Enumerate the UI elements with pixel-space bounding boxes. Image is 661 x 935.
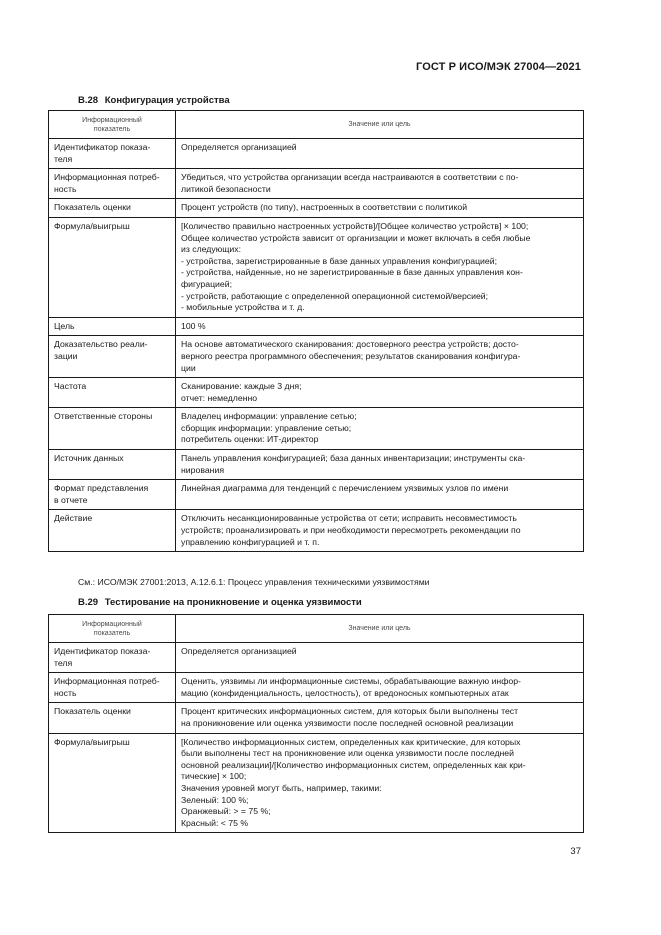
indicator-value-line: Линейная диаграмма для тенденций с перечислением уязвимых узлов по имени (181, 483, 509, 494)
indicator-label-cell (49, 317, 176, 336)
indicator-label-line: Доказательство реали- (54, 339, 148, 350)
indicator-value-line: Отключить несанкционированные устройства от сети; исправить несовместимость (181, 513, 517, 524)
indicator-value-line: - мобильные устройства и т. д. (181, 302, 305, 313)
indicator-value-line: На основе автоматического сканирования: достоверного реестра устройств; досто- (181, 339, 519, 350)
indicator-value-line: Определяется организацией (181, 646, 297, 656)
indicator-value-line: мацию (конфиденциальность, целостность), от вредоносных компьютерных атак (181, 687, 509, 698)
indicator-label-cell (49, 199, 176, 218)
indicator-value-cell (176, 480, 584, 510)
indicator-value-line: потребитель оценки: ИТ-директор (181, 434, 319, 445)
indicator-label-cell (49, 378, 176, 408)
table-b28-body (49, 139, 584, 552)
indicator-label-line: Источник данных (54, 453, 124, 464)
table-b28 (48, 110, 584, 552)
page-number: 37 (570, 846, 581, 857)
indicator-value-line: Процент критических информационных систем, для которых были выполнены тест (181, 706, 519, 717)
indicator-label-line: ность (54, 687, 77, 698)
indicator-value-line: нирования (181, 464, 225, 475)
indicator-value-line: Панель управления конфигурацией; база данных инвентаризации; инструменты ска- (181, 453, 526, 464)
indicator-value-line: из следующих: (181, 244, 241, 255)
indicator-value-line: - устройства, зарегистрированные в базе данных управления конфигурацией; (181, 255, 497, 266)
indicator-label-line: Формула/выигрыш (54, 736, 130, 747)
section-b28-number: B.28 (78, 95, 99, 106)
section-b29-number: B.29 (78, 597, 99, 608)
section-b29-title (78, 597, 362, 608)
indicator-label-line: Действие (54, 513, 93, 524)
table-row (49, 139, 584, 169)
indicator-value-line: Оранжевый: > = 75 %; (181, 806, 271, 817)
indicator-value-cell (176, 408, 584, 450)
indicator-label-cell (49, 480, 176, 510)
indicator-value-line: [Количество правильно настроенных устройств]/[Общее количество устройств] × 100; (181, 220, 529, 231)
indicator-label-cell (49, 733, 176, 833)
column-header-value: Значение или цель (176, 111, 584, 139)
indicator-value-line: Процент устройств (по типу), настроенных в соответствии с политикой (181, 202, 468, 213)
section-b29-heading: Тестирование на проникновение и оценка уязвимости (104, 597, 362, 608)
indicator-value-cell (176, 450, 584, 480)
table-row (49, 450, 584, 480)
indicator-value-line: управлению конфигурацией и т. п. (181, 536, 320, 547)
indicator-label-cell (49, 450, 176, 480)
indicator-value-cell (176, 673, 584, 703)
indicator-label-cell (49, 169, 176, 199)
indicator-label-cell (49, 703, 176, 733)
table-row (49, 643, 584, 673)
indicator-value-cell (176, 703, 584, 733)
indicator-value-cell (176, 169, 584, 199)
indicator-label-cell (49, 408, 176, 450)
indicator-label-cell (49, 643, 176, 673)
table-row (49, 169, 584, 199)
indicator-value-line: 100 % (181, 320, 206, 331)
indicator-label-line: Показатель оценки (54, 706, 131, 717)
reference-note: См.: ИСО/МЭК 27001:2013, А.12.6.1: Процесс управления техническими уязвимостями (78, 577, 430, 587)
indicator-value-line: были выполнены тест на проникновение или оценка уязвимости после последней (181, 748, 514, 759)
column-header-indicator-line: Информационный (82, 116, 142, 124)
indicator-label-line: теля (54, 657, 73, 668)
indicator-value-line: тические] × 100; (181, 771, 247, 782)
table-row (49, 199, 584, 218)
indicator-label-line: Информационная потреб- (54, 172, 160, 183)
indicator-label-line: Ответственные стороны (54, 411, 153, 422)
column-header-indicator-line: Информационный (82, 620, 142, 628)
indicator-label-line: Формат представления (54, 483, 149, 494)
indicator-value-line: основной реализации]/[Количество информационных систем, определенных как кри- (181, 759, 526, 770)
indicator-label-cell (49, 139, 176, 169)
column-header-indicator-line: показатель (93, 125, 131, 133)
table-row (49, 408, 584, 450)
column-header-value: Значение или цель (176, 615, 584, 643)
table-b29 (48, 614, 584, 833)
indicator-value-line: Зеленый: 100 %; (181, 794, 249, 805)
indicator-label-line: Показатель оценки (54, 202, 131, 213)
column-header-indicator (49, 615, 176, 643)
indicator-label-line: Частота (54, 381, 87, 392)
indicator-value-cell (176, 199, 584, 218)
indicator-value-cell (176, 643, 584, 673)
column-header-indicator-line: показатель (93, 629, 131, 637)
table-row (49, 733, 584, 833)
indicator-value-cell (176, 317, 584, 336)
indicator-value-line: Общее количество устройств зависит от организации и может включать в себя любые (181, 232, 531, 243)
indicator-value-line: на проникновение или оценка уязвимости после последней основной реализации (181, 717, 514, 728)
indicator-value-line: Оценить, уязвимы ли информационные системы, обрабатывающие важную инфор- (181, 676, 521, 687)
table-row (49, 336, 584, 378)
indicator-value-line: [Количество информационных систем, определенных как критические, для которых (181, 736, 521, 747)
indicator-value-line: Владелец информации: управление сетью; (181, 411, 357, 422)
indicator-label-cell (49, 673, 176, 703)
indicator-value-line: верного реестра программного обеспечения; результатов сканирования конфигура- (181, 350, 521, 361)
indicator-value-line: устройств; проанализировать и при необходимости пересмотреть рекомендации по (181, 525, 521, 536)
table-row (49, 703, 584, 733)
indicator-value-line: Сканирование: каждые 3 дня; (181, 381, 302, 392)
indicator-label-line: в отчете (54, 494, 88, 505)
indicator-value-line: ции (181, 362, 196, 373)
indicator-value-line: Значения уровней могут быть, например, такими: (181, 782, 382, 793)
indicator-label-cell (49, 217, 176, 317)
indicator-label-line: Идентификатор показа- (54, 646, 151, 656)
table-row (49, 673, 584, 703)
indicator-value-line: Определяется организацией (181, 142, 297, 152)
indicator-value-line: Убедиться, что устройства организации всегда настраиваются в соответствии с по- (181, 172, 519, 183)
indicator-value-cell (176, 510, 584, 552)
table-row (49, 480, 584, 510)
indicator-label-line: теля (54, 153, 73, 164)
indicator-value-line: фигурацией; (181, 278, 233, 289)
indicator-value-line: Красный: < 75 % (181, 817, 249, 828)
indicator-value-line: - устройства, найденные, но не зарегистрированные в базе данных управления кон- (181, 267, 523, 278)
indicator-label-cell (49, 336, 176, 378)
table-row (49, 510, 584, 552)
indicator-value-cell (176, 733, 584, 833)
indicator-value-line: отчет: немедленно (181, 392, 258, 403)
indicator-label-line: Идентификатор показа- (54, 142, 151, 152)
indicator-label-line: зации (54, 350, 78, 361)
indicator-value-cell (176, 139, 584, 169)
section-b28-title (78, 95, 230, 106)
indicator-value-line: литикой безопасности (181, 183, 271, 194)
document-header: ГОСТ Р ИСО/МЭК 27004—2021 (416, 61, 581, 73)
indicator-value-cell (176, 336, 584, 378)
indicator-value-line: сборщик информации: управление сетью; (181, 422, 352, 433)
indicator-value-cell (176, 378, 584, 408)
section-b28-heading: Конфигурация устройства (104, 95, 230, 106)
indicator-label-line: Формула/выигрыш (54, 220, 130, 231)
indicator-value-line: - устройств, работающие с определенной операционной системой/версией; (181, 290, 489, 301)
indicator-label-line: ность (54, 183, 77, 194)
table-row (49, 217, 584, 317)
indicator-label-cell (49, 510, 176, 552)
table-b29-body (49, 643, 584, 833)
table-row (49, 378, 584, 408)
column-header-indicator (49, 111, 176, 139)
indicator-label-line: Информационная потреб- (54, 676, 160, 687)
table-row (49, 317, 584, 336)
indicator-label-line: Цель (54, 320, 75, 331)
indicator-value-cell (176, 217, 584, 317)
